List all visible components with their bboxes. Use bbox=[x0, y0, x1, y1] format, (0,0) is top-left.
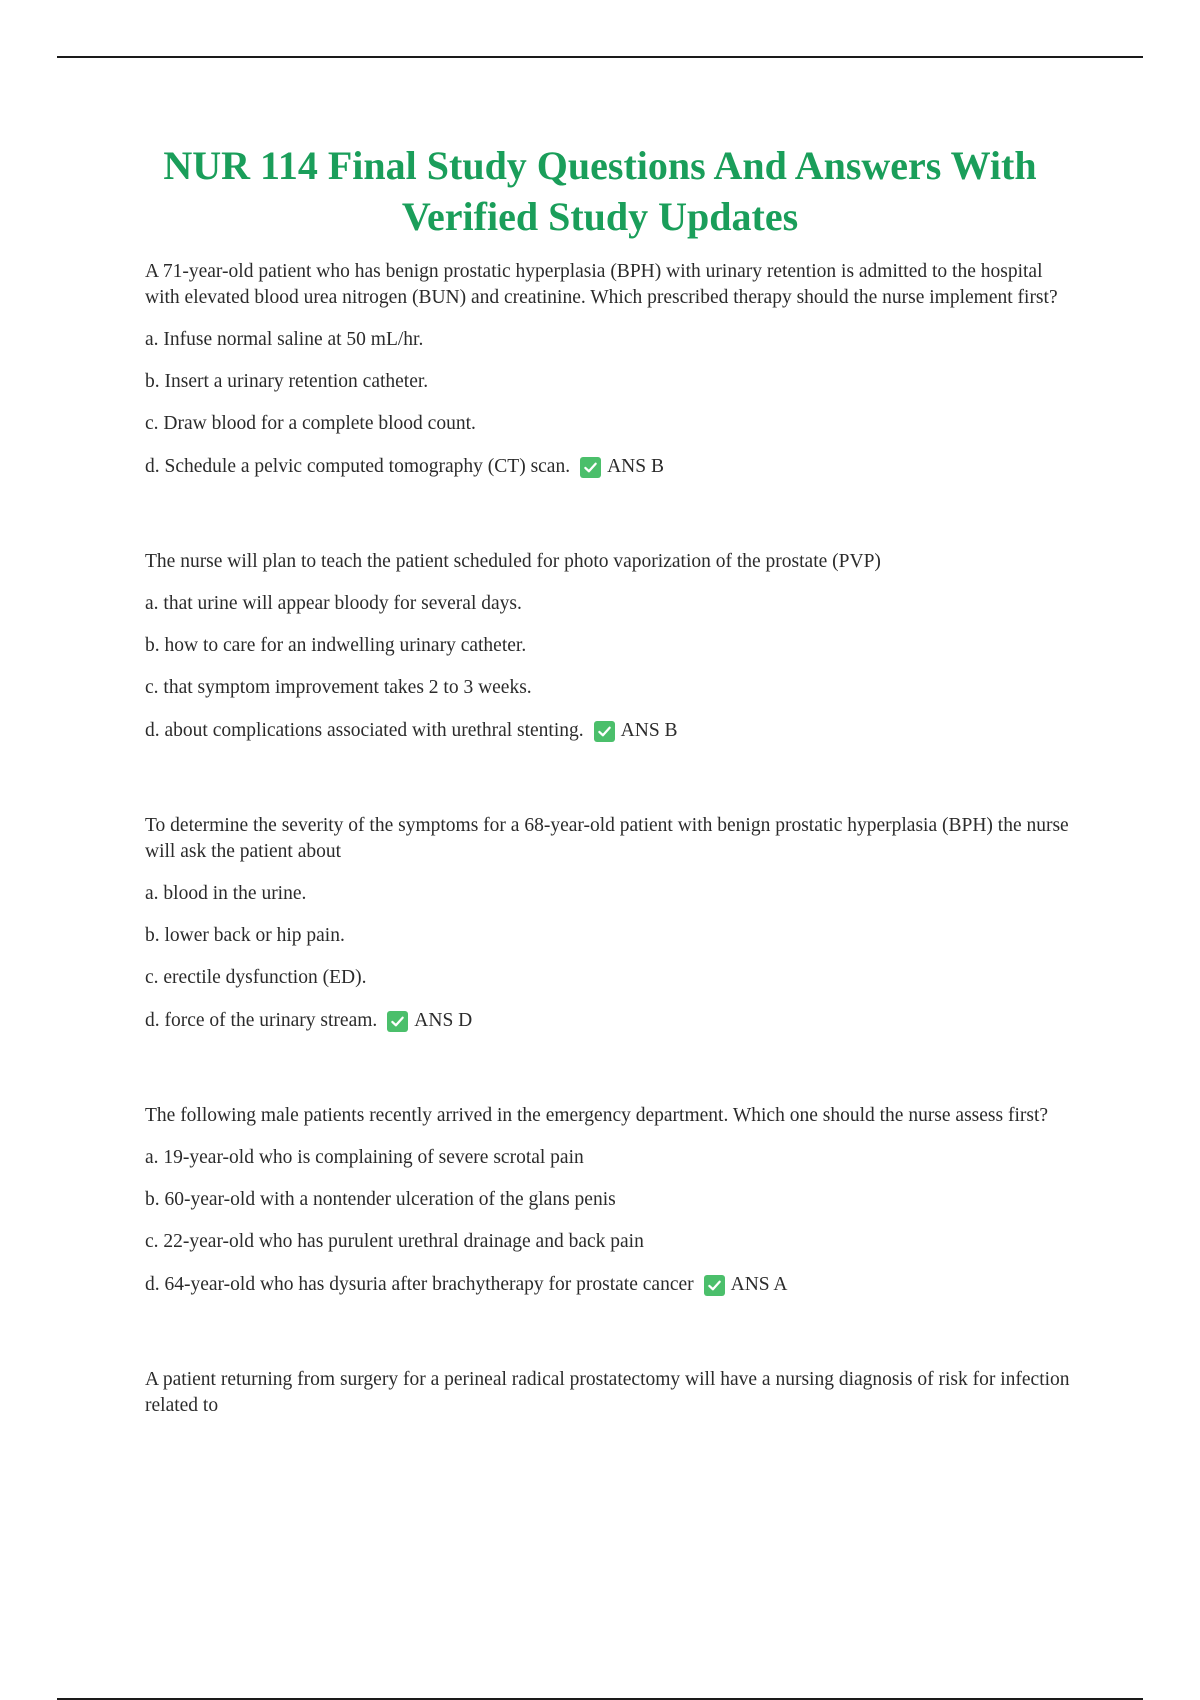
option-d: d. force of the urinary stream. bbox=[145, 1010, 378, 1031]
question-stem: To determine the severity of the symptoms for a 68-year-old patient with benign prostatic hyperplasia (BPH) the nurse will ask the patient about bbox=[145, 815, 1069, 862]
question-stem: The following male patients recently arrived in the emergency department. Which one should the nurse assess first? bbox=[145, 1105, 1049, 1126]
question-block-2 bbox=[145, 549, 1080, 745]
check-mark-icon bbox=[387, 1011, 408, 1032]
option-d-row bbox=[145, 1007, 1080, 1035]
option-d: d. about complications associated with urethral stenting. bbox=[145, 720, 584, 741]
page-title: NUR 114 Final Study Questions And Answers With Verified Study Updates bbox=[163, 143, 1037, 239]
option-d-row bbox=[145, 453, 1080, 481]
question-block-3 bbox=[145, 813, 1080, 1035]
option-a: a. 19-year-old who is complaining of severe scrotal pain bbox=[145, 1147, 584, 1168]
option-c: c. that symptom improvement takes 2 to 3 weeks. bbox=[145, 677, 532, 698]
option-a: a. blood in the urine. bbox=[145, 883, 307, 904]
question-stem: A patient returning from surgery for a perineal radical prostatectomy will have a nursing diagnosis of risk for infection related to bbox=[145, 1369, 1070, 1416]
option-c: c. erectile dysfunction (ED). bbox=[145, 967, 367, 988]
option-a: a. Infuse normal saline at 50 mL/hr. bbox=[145, 329, 424, 350]
option-d: d. Schedule a pelvic computed tomography (CT) scan. bbox=[145, 456, 571, 477]
option-b: b. how to care for an indwelling urinary catheter. bbox=[145, 635, 527, 656]
option-c: c. Draw blood for a complete blood count. bbox=[145, 413, 476, 434]
option-d-row bbox=[145, 717, 1080, 745]
option-b: b. 60-year-old with a nontender ulceration of the glans penis bbox=[145, 1189, 616, 1210]
option-c: c. 22-year-old who has purulent urethral drainage and back pain bbox=[145, 1231, 644, 1252]
top-rule bbox=[57, 56, 1143, 58]
answer-key: ANS A bbox=[730, 1274, 788, 1295]
option-d-row bbox=[145, 1271, 1080, 1299]
check-mark-icon bbox=[704, 1275, 725, 1296]
question-list bbox=[145, 259, 1080, 1435]
option-b: b. lower back or hip pain. bbox=[145, 925, 345, 946]
check-mark-icon bbox=[594, 721, 615, 742]
option-a: a. that urine will appear bloody for several days. bbox=[145, 593, 522, 614]
question-stem: The nurse will plan to teach the patient scheduled for photo vaporization of the prostate (PVP) bbox=[145, 551, 881, 572]
option-b: b. Insert a urinary retention catheter. bbox=[145, 371, 429, 392]
answer-key: ANS B bbox=[620, 720, 678, 741]
question-block-1 bbox=[145, 259, 1080, 481]
question-block-5 bbox=[145, 1367, 1080, 1419]
option-d: d. 64-year-old who has dysuria after brachytherapy for prostate cancer bbox=[145, 1274, 694, 1295]
check-mark-icon bbox=[580, 457, 601, 478]
question-stem: A 71-year-old patient who has benign prostatic hyperplasia (BPH) with urinary retention is admitted to the hospital with elevated blood urea nitrogen (BUN) and creatinine. Which prescribed therapy should the nurse implement first? bbox=[145, 261, 1058, 308]
question-block-4 bbox=[145, 1103, 1080, 1299]
answer-key: ANS D bbox=[414, 1010, 473, 1031]
answer-key: ANS B bbox=[607, 456, 664, 477]
